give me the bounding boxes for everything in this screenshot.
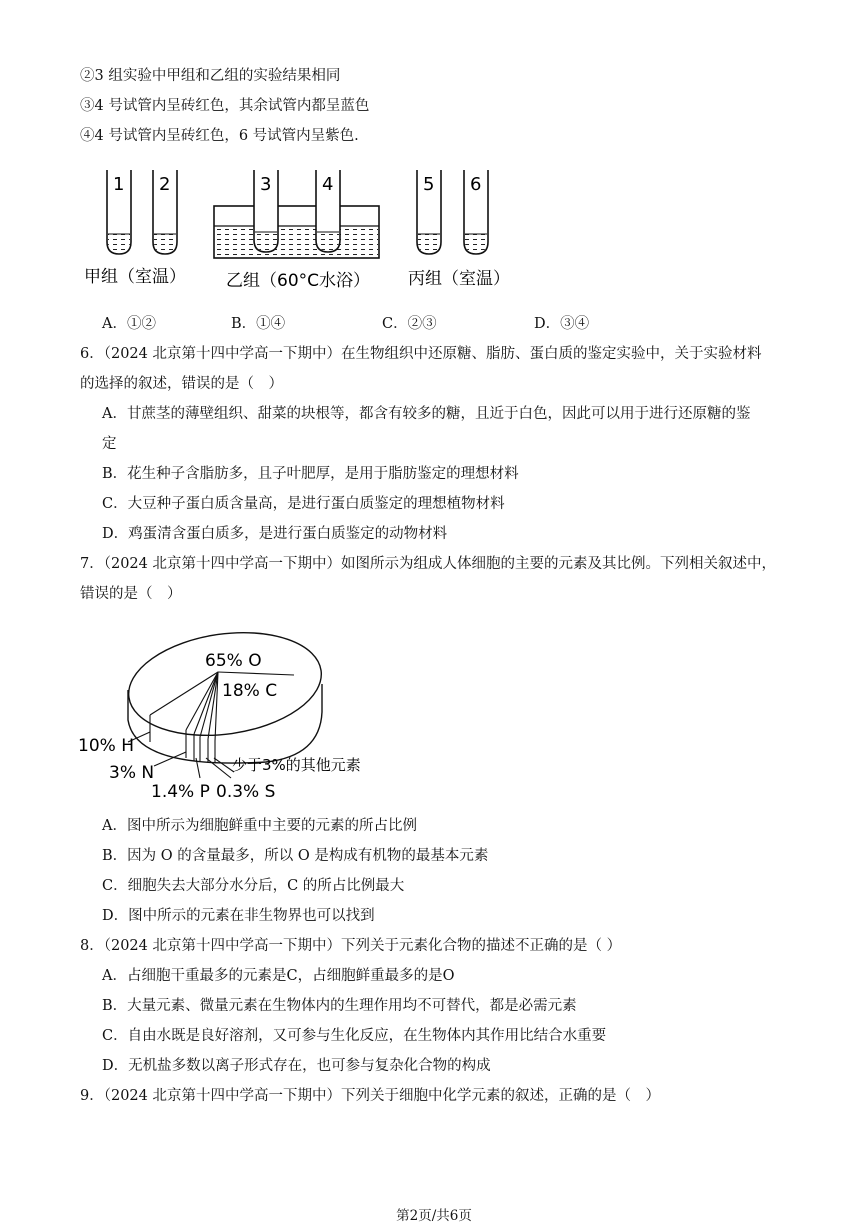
q8-option-a[interactable]: A．占细胞干重最多的元素是C，占细胞鲜重最多的是O: [102, 968, 455, 984]
tube-number-3: 3: [260, 174, 272, 195]
q8-stem: 8．（2024 北京第十四中学高一下期中）下列关于元素化合物的描述不正确的是（ ）: [80, 938, 622, 954]
q6-option-b[interactable]: B．花生种子含脂肪多，且子叶肥厚，是用于脂肪鉴定的理想材料: [102, 466, 519, 482]
tube-number-2: 2: [159, 174, 171, 195]
test-tube-5: [417, 170, 441, 254]
q5-statement-4: ④4 号试管内呈砖红色，6 号试管内呈紫色.: [80, 128, 359, 144]
q5-statement-2: ②3 组实验中甲组和乙组的实验结果相同: [80, 68, 341, 84]
pie-label-other: 少于3%的其他元素: [232, 756, 361, 774]
test-tube-6: [464, 170, 488, 254]
tube-number-4: 4: [322, 174, 334, 195]
pie-label-c: 18% C: [222, 681, 278, 701]
q7-stem-line1: 7．（2024 北京第十四中学高一下期中）如图所示为组成人体细胞的主要的元素及其比例。下列相关叙述中，: [80, 556, 776, 572]
q8-option-b[interactable]: B．大量元素、微量元素在生物体内的生理作用均不可替代，都是必需元素: [102, 998, 577, 1014]
test-tube-1: [107, 170, 131, 254]
q5-option-b[interactable]: B．①④: [231, 316, 286, 332]
q7-option-a[interactable]: A．图中所示为细胞鲜重中主要的元素的所占比例: [102, 818, 417, 834]
test-tube-3: [254, 170, 278, 252]
pie-label-p: 1.4% P: [151, 782, 210, 802]
q6-option-c[interactable]: C．大豆种子蛋白质含量高，是进行蛋白质鉴定的理想植物材料: [102, 496, 505, 512]
q7-option-c[interactable]: C．细胞失去大部分水分后，C 的所占比例最大: [102, 878, 405, 894]
q6-option-a[interactable]: A．甘蔗茎的薄壁组织、甜菜的块根等，都含有较多的糖，且近于白色，因此可以用于进行还原糖的鉴: [102, 406, 751, 422]
pie-label-h: 10% H: [78, 736, 134, 756]
page-number: 第2页/共6页: [396, 1208, 472, 1224]
pie-label-o: 65% O: [205, 651, 262, 671]
pie-label-n: 3% N: [109, 763, 155, 783]
q6-stem-line1: 6．（2024 北京第十四中学高一下期中）在生物组织中还原糖、脂肪、蛋白质的鉴定实验中，关于实验材料: [80, 346, 762, 362]
q7-option-d[interactable]: D．图中所示的元素在非生物界也可以找到: [102, 908, 375, 924]
q8-option-c[interactable]: C．自由水既是良好溶剂，又可参与生化反应，在生物体内其作用比结合水重要: [102, 1028, 607, 1044]
q9-stem: 9．（2024 北京第十四中学高一下期中）下列关于细胞中化学元素的叙述，正确的是（ ）: [80, 1088, 660, 1104]
group-label-bing: 丙组（室温）: [408, 269, 510, 289]
tube-number-5: 5: [423, 174, 435, 195]
tube-number-6: 6: [470, 174, 482, 195]
q5-option-d[interactable]: D．③④: [534, 316, 590, 332]
group-label-jia: 甲组（室温）: [84, 267, 186, 287]
pie-label-s: 0.3% S: [216, 782, 276, 802]
q6-stem-line2: 的选择的叙述，错误的是（ ）: [80, 376, 283, 392]
q5-option-c[interactable]: C．②③: [382, 316, 437, 332]
group-label-yi: 乙组（60°C水浴）: [226, 271, 371, 291]
test-tube-4: [316, 170, 340, 252]
q5-option-a[interactable]: A．①②: [102, 316, 156, 332]
test-tube-figure: [80, 162, 540, 297]
q7-option-b[interactable]: B．因为 O 的含量最多，所以 O 是构成有机物的最基本元素: [102, 848, 489, 864]
q8-option-d[interactable]: D．无机盐多数以离子形式存在，也可参与复杂化合物的构成: [102, 1058, 491, 1074]
tube-number-1: 1: [113, 174, 125, 195]
element-pie-figure: [76, 612, 396, 804]
q5-statement-3: ③4 号试管内呈砖红色，其余试管内都呈蓝色: [80, 98, 370, 114]
q6-option-d[interactable]: D．鸡蛋清含蛋白质多，是进行蛋白质鉴定的动物材料: [102, 526, 448, 542]
q7-stem-line2: 错误的是（ ）: [80, 586, 182, 602]
test-tube-2: [153, 170, 177, 254]
q6-option-a-cont: 定: [102, 436, 117, 452]
